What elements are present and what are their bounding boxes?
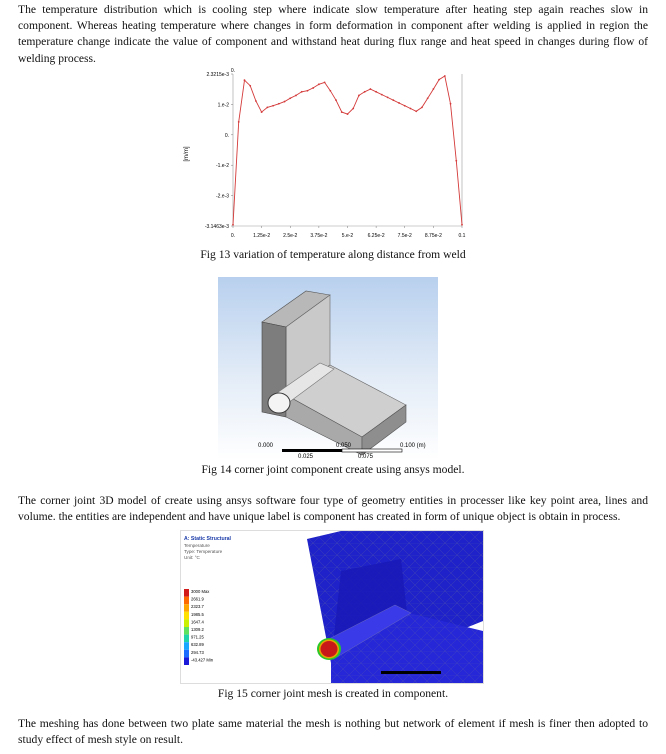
data-point: [238, 121, 240, 123]
scale-label-050: 0.050: [336, 443, 352, 449]
data-point: [312, 87, 314, 89]
legend-swatch: [184, 619, 189, 627]
y-tick-label: 1.e-2: [217, 102, 229, 109]
y-tick-label: 2.3215e-3: [206, 72, 229, 78]
x-tick-label: 1.25e-2: [253, 233, 271, 239]
legend-swatch: [184, 604, 189, 612]
data-point: [444, 75, 446, 77]
fig13-caption: Fig 13 variation of temperature along distance from weld: [200, 248, 466, 261]
y-tick-label: -2.e-3: [215, 193, 229, 200]
legend-label: -43.427 Min: [191, 657, 214, 663]
data-point: [341, 111, 343, 113]
x-tick-label: 5.e-2: [341, 233, 354, 239]
mesh-title: A: Static Structural: [184, 536, 231, 542]
data-point: [358, 95, 360, 97]
data-point: [421, 107, 423, 109]
data-point: [244, 79, 246, 81]
y-tick-label: -1.e-2: [215, 163, 229, 170]
legend-swatch: [184, 612, 189, 620]
weld-bead-end: [268, 393, 290, 413]
data-point: [352, 108, 354, 110]
data-point: [232, 224, 234, 226]
mesh-scale-label: 0.: [319, 665, 324, 671]
legend-swatch: [184, 589, 189, 597]
legend-label: 971.25: [191, 634, 204, 640]
x-tick-label: 7.5e-2: [397, 233, 412, 239]
data-point: [278, 103, 280, 105]
mesh-scale-bar: [381, 671, 441, 674]
corner-joint-model: [218, 277, 438, 460]
scale-label-100: 0.100 (m): [400, 443, 426, 449]
fig14-caption: Fig 14 corner joint component create using ansys model.: [201, 463, 465, 476]
x-tick-label: 0.1: [458, 233, 466, 239]
data-point: [329, 90, 331, 92]
data-point: [364, 91, 366, 93]
geometry-paragraph: The corner joint 3D model of create using ansys software four type of geometry entities in processer like key point area, lines and volume. the entities are independent and have unique label is component has created in form of unique object is obtain in process.: [18, 494, 648, 524]
model-svg: [218, 277, 438, 460]
scale-label-0: 0.000: [258, 443, 274, 449]
data-point: [284, 101, 286, 103]
top-marker-label: 0.: [230, 68, 236, 74]
mesh-subtitle-1: Temperature: [184, 543, 210, 548]
legend-label: 3000 Max: [191, 589, 210, 594]
data-point: [347, 113, 349, 115]
mesh-svg: [181, 531, 483, 683]
legend-swatch: [184, 627, 189, 635]
scale-label-075: 0.075: [358, 454, 374, 460]
legend-label: 2661.9: [191, 596, 204, 602]
legend-swatch: [184, 657, 189, 665]
data-point: [461, 224, 463, 226]
mesh-result-figure: [180, 530, 484, 684]
x-tick-label: 8.75e-2: [424, 233, 442, 239]
data-point: [432, 88, 434, 90]
legend-label: 632.89: [191, 642, 204, 648]
data-point: [404, 105, 406, 107]
strain-line-chart: [178, 66, 478, 246]
legend-label: 2323.7: [191, 604, 204, 610]
data-point: [255, 100, 257, 102]
data-point: [295, 95, 297, 97]
intro-paragraph: The temperature distribution which is cooling step where indicate slow temperature after heating step again reaches slow in component. Whereas heating temperature where changes in form deformation in component after welding is applied in region the temperature change indicate the value of component and withstand heat during flux range and heat speed in changes during flow of welding process.: [18, 3, 648, 65]
data-point: [301, 91, 303, 93]
hot-spot-core: [321, 641, 338, 657]
legend-label: 1309.2: [191, 627, 204, 632]
x-tick-label: 2.5e-2: [283, 233, 298, 239]
data-point: [381, 94, 383, 96]
data-point: [249, 85, 251, 87]
data-point: [387, 96, 389, 98]
data-point: [392, 99, 394, 101]
scale-bar-white: [342, 449, 402, 452]
data-point: [335, 99, 337, 101]
legend-swatch: [184, 650, 189, 658]
x-tick-label: 0.: [230, 233, 236, 239]
scale-label-025: 0.025: [298, 454, 314, 460]
legend-label: 1985.5: [191, 611, 204, 617]
legend-swatch: [184, 642, 189, 650]
legend-swatch: [184, 597, 189, 605]
data-point: [289, 97, 291, 99]
data-point: [375, 91, 377, 93]
mesh-unit: Unit: °C: [184, 555, 200, 560]
data-point: [324, 81, 326, 83]
chart-svg: [178, 66, 478, 246]
mesh-paragraph: The meshing has done between two plate same material the mesh is nothing but network of element if mesh is finer then adopted to study effect of mesh style on result.: [18, 717, 648, 747]
x-tick-label: 3.75e-2: [310, 233, 328, 239]
y-axis-label: [m/m]: [184, 146, 190, 162]
data-point: [410, 108, 412, 110]
data-point: [266, 107, 268, 109]
y-tick-label: 0.: [224, 132, 229, 139]
data-point: [455, 160, 457, 162]
x-tick-label: 6.25e-2: [367, 233, 385, 239]
temperature-legend: [184, 589, 214, 665]
data-point: [272, 105, 274, 107]
legend-swatch: [184, 635, 189, 643]
legend-label: 294.73: [191, 649, 204, 655]
data-point: [307, 90, 309, 92]
data-point: [370, 88, 372, 90]
data-point: [261, 111, 263, 113]
data-point: [450, 103, 452, 105]
data-point: [438, 79, 440, 81]
scale-bar-black: [282, 449, 342, 452]
data-point: [427, 97, 429, 99]
fig15-caption: Fig 15 corner joint mesh is created in component.: [217, 687, 449, 700]
data-point: [318, 83, 320, 85]
mesh-subtitle-2: Type: Temperature: [184, 549, 223, 554]
legend-label: 1647.4: [191, 619, 204, 625]
y-tick-label: -3.1463e-3: [204, 224, 229, 230]
data-point: [415, 110, 417, 112]
data-point: [398, 102, 400, 104]
